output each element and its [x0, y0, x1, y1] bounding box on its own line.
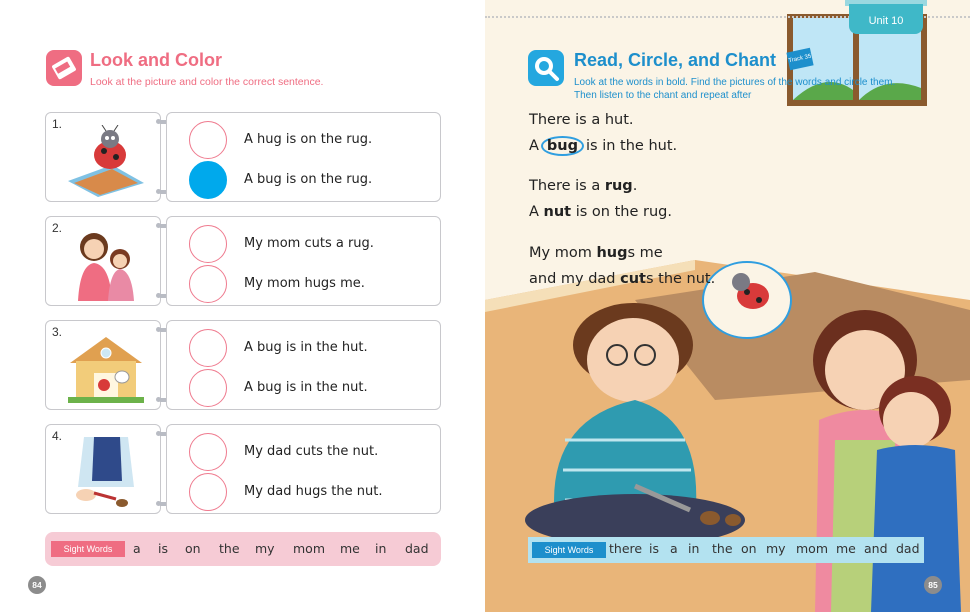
chant-text: There is a hut.: [529, 112, 634, 128]
bold-word: bug: [546, 138, 579, 154]
answer-sentence: My dad hugs the nut.: [244, 484, 383, 499]
sight-word: dad: [405, 541, 429, 556]
sight-words-bar: [45, 532, 441, 566]
sight-word: the: [219, 541, 240, 556]
ladybug-on-rug-illustration: [64, 125, 148, 197]
section-title: Look and Color: [90, 50, 222, 70]
sight-word: there: [609, 541, 643, 556]
sight-word: on: [185, 541, 201, 556]
circled-word: [541, 136, 584, 156]
chant-text: There is a: [529, 178, 601, 194]
mom-hugging-girl-illustration: [64, 229, 148, 301]
track-badge[interactable]: Track 35: [786, 48, 813, 71]
sight-word: and: [864, 541, 888, 556]
sight-word: is: [649, 541, 659, 556]
color-circle[interactable]: [189, 225, 227, 263]
chant-line: [529, 112, 634, 128]
answer-sentence: My dad cuts the nut.: [244, 444, 379, 459]
sight-word: in: [688, 541, 700, 556]
question-picture: [45, 216, 161, 306]
section-instruction: Look at the picture and color the correct sentence.: [90, 76, 324, 88]
sight-word: my: [766, 541, 786, 556]
answer-sentence: A hug is on the rug.: [244, 132, 373, 147]
question-4: [45, 424, 441, 514]
bold-word: nut: [543, 204, 572, 220]
color-circle[interactable]: [189, 433, 227, 471]
color-circle[interactable]: [189, 369, 227, 407]
color-circle[interactable]: [189, 265, 227, 303]
sight-word: in: [375, 541, 387, 556]
sight-word: my: [255, 541, 275, 556]
chant-line: [529, 136, 677, 156]
color-circle[interactable]: [189, 329, 227, 367]
answer-sentence: A bug is in the hut.: [244, 340, 368, 355]
page-number: 85: [924, 576, 942, 594]
bold-word: cut: [620, 271, 646, 287]
answer-box: [166, 112, 441, 202]
sight-word: me: [836, 541, 856, 556]
answer-sentence: My mom cuts a rug.: [244, 236, 374, 251]
magnifier-icon: [528, 50, 564, 86]
question-picture: [45, 424, 161, 514]
sight-words-bar: [528, 537, 924, 563]
chant-line: [529, 204, 672, 220]
chant-text: and my dad: [529, 271, 616, 287]
question-number: 4.: [52, 429, 63, 443]
answer-box: [166, 216, 441, 306]
question-number: 3.: [52, 325, 63, 339]
question-1: [45, 112, 441, 202]
chant-text: is in the hut.: [586, 138, 678, 154]
question-picture: [45, 112, 161, 202]
sight-word: a: [133, 541, 141, 556]
sight-word: mom: [293, 541, 326, 556]
section-title: Read, Circle, and Chant: [574, 50, 777, 70]
color-circle-filled[interactable]: [189, 161, 227, 199]
color-circle[interactable]: [189, 121, 227, 159]
right-page: [485, 0, 970, 612]
unit-tab: Unit 10: [849, 4, 923, 34]
bold-word: hug: [596, 245, 628, 261]
chant-text: .: [632, 178, 638, 194]
sight-word: is: [158, 541, 168, 556]
color-circle[interactable]: [189, 473, 227, 511]
answer-sentence: A bug is on the rug.: [244, 172, 373, 187]
chant-text: is on the rug.: [575, 204, 672, 220]
sight-words-label: Sight Words: [51, 541, 125, 557]
chant-text: A: [529, 204, 539, 220]
section-instruction: Look at the words in bold. Find the pictures of the words and circle them. Then listen to the chant and repeat after: [574, 77, 896, 101]
chant-text: s me: [627, 245, 663, 261]
page-number: 84: [28, 576, 46, 594]
chant-line: [529, 271, 715, 287]
crayon-icon: [46, 50, 82, 86]
sight-word: me: [340, 541, 360, 556]
bold-word: rug: [604, 178, 633, 194]
chant-line: [529, 245, 663, 261]
question-3: [45, 320, 441, 410]
chant-text: A: [529, 138, 539, 154]
chant-line: [529, 178, 637, 194]
answer-sentence: A bug is in the nut.: [244, 380, 368, 395]
question-number: 2.: [52, 221, 63, 235]
sight-words-label: Sight Words: [532, 542, 606, 558]
answer-sentence: My mom hugs me.: [244, 276, 365, 291]
answer-box: [166, 424, 441, 514]
sight-word: on: [741, 541, 757, 556]
sight-word: mom: [796, 541, 829, 556]
sight-word: the: [712, 541, 733, 556]
chant-text: s the nut.: [645, 271, 716, 287]
question-2: [45, 216, 441, 306]
question-number: 1.: [52, 117, 63, 131]
answer-box: [166, 320, 441, 410]
sight-word: a: [670, 541, 678, 556]
chant-text: My mom: [529, 245, 592, 261]
sight-word: dad: [896, 541, 920, 556]
dad-cutting-nut-illustration: [64, 437, 148, 509]
question-picture: [45, 320, 161, 410]
bug-in-hut-illustration: [64, 333, 148, 405]
